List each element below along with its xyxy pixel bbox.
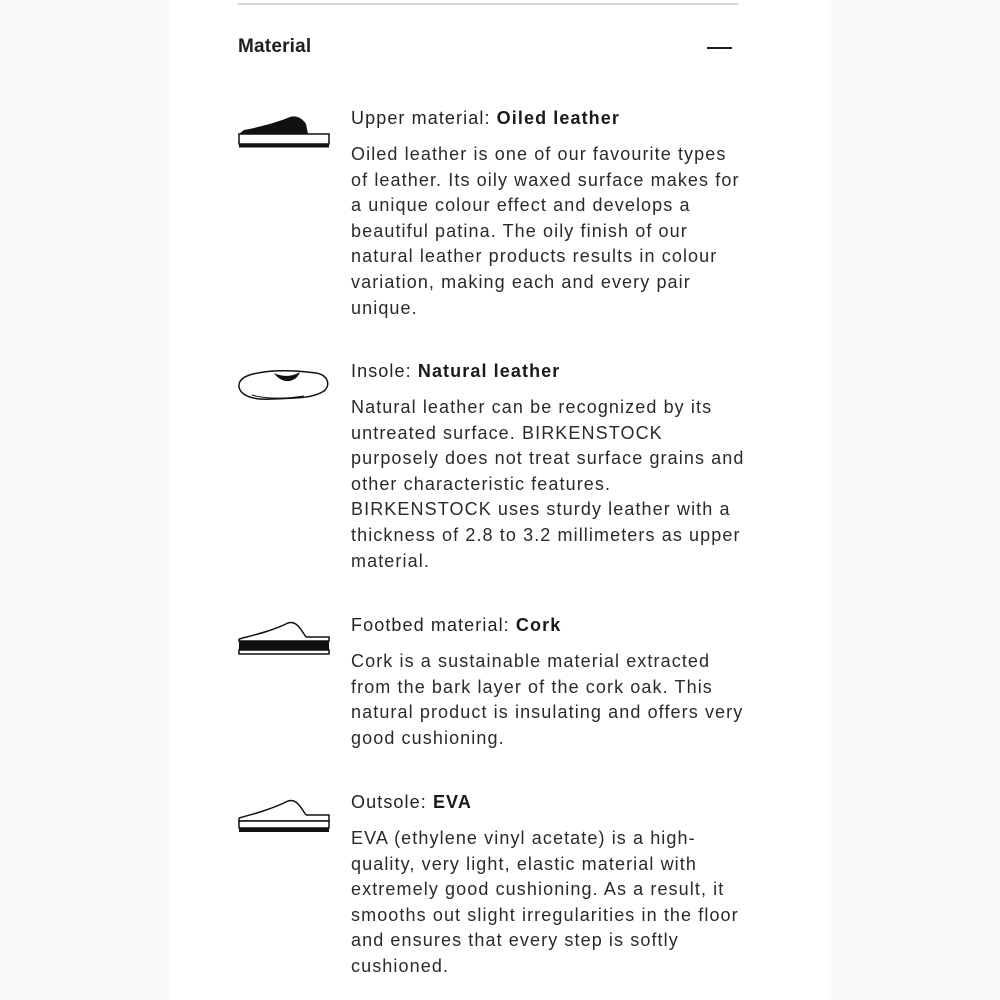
material-label: Outsole:: [351, 792, 427, 812]
material-description: Cork is a sustainable material extracted from the bark layer of the cork oak. This natural product is insulating and offers very good cushioning.: [351, 651, 744, 748]
section-title: Material: [238, 36, 312, 57]
material-heading: [351, 359, 746, 383]
footbed-icon: [238, 617, 330, 661]
material-description: EVA (ethylene vinyl acetate) is a high-quality, very light, elastic material with extremely good cushioning. As a result, it smooths out slight irregularities in the floor and ensures that every step is softly cushioned.: [351, 828, 739, 976]
material-description: Natural leather can be recognized by its untreated surface. BIRKENSTOCK purposely does not treat surface grains and other characteristic features. BIRKENSTOCK uses sturdy leather with a thickness of 2.8 to 3.2 millimeters as upper material.: [351, 397, 745, 571]
material-panel: [170, 0, 828, 1000]
material-label: Insole:: [351, 361, 412, 381]
material-label: Upper material:: [351, 108, 491, 128]
outsole-icon: [238, 794, 330, 838]
material-value: Oiled leather: [496, 108, 620, 128]
material-value: EVA: [432, 792, 472, 812]
material-text: [351, 359, 746, 574]
material-label: Footbed material:: [351, 615, 510, 635]
collapse-button[interactable]: [704, 38, 734, 58]
insole-icon: [238, 363, 330, 407]
sandal-upper-icon: [238, 110, 330, 154]
material-heading: [351, 106, 746, 130]
material-heading: [351, 790, 746, 814]
left-background: [0, 0, 170, 1000]
minus-collapse-icon: [707, 47, 732, 49]
material-value: Natural leather: [417, 361, 561, 381]
material-text: [351, 790, 746, 980]
material-text: [351, 106, 746, 321]
material-value: Cork: [515, 615, 562, 635]
right-background: [828, 0, 1000, 1000]
material-description: Oiled leather is one of our favourite types of leather. Its oily waxed surface makes for a unique colour effect and develops a beautiful patina. The oily finish of our natural leather products results in colour variation, making each and every pair unique.: [351, 144, 740, 318]
divider: [238, 3, 738, 5]
material-text: [351, 613, 746, 751]
material-heading: [351, 613, 746, 637]
